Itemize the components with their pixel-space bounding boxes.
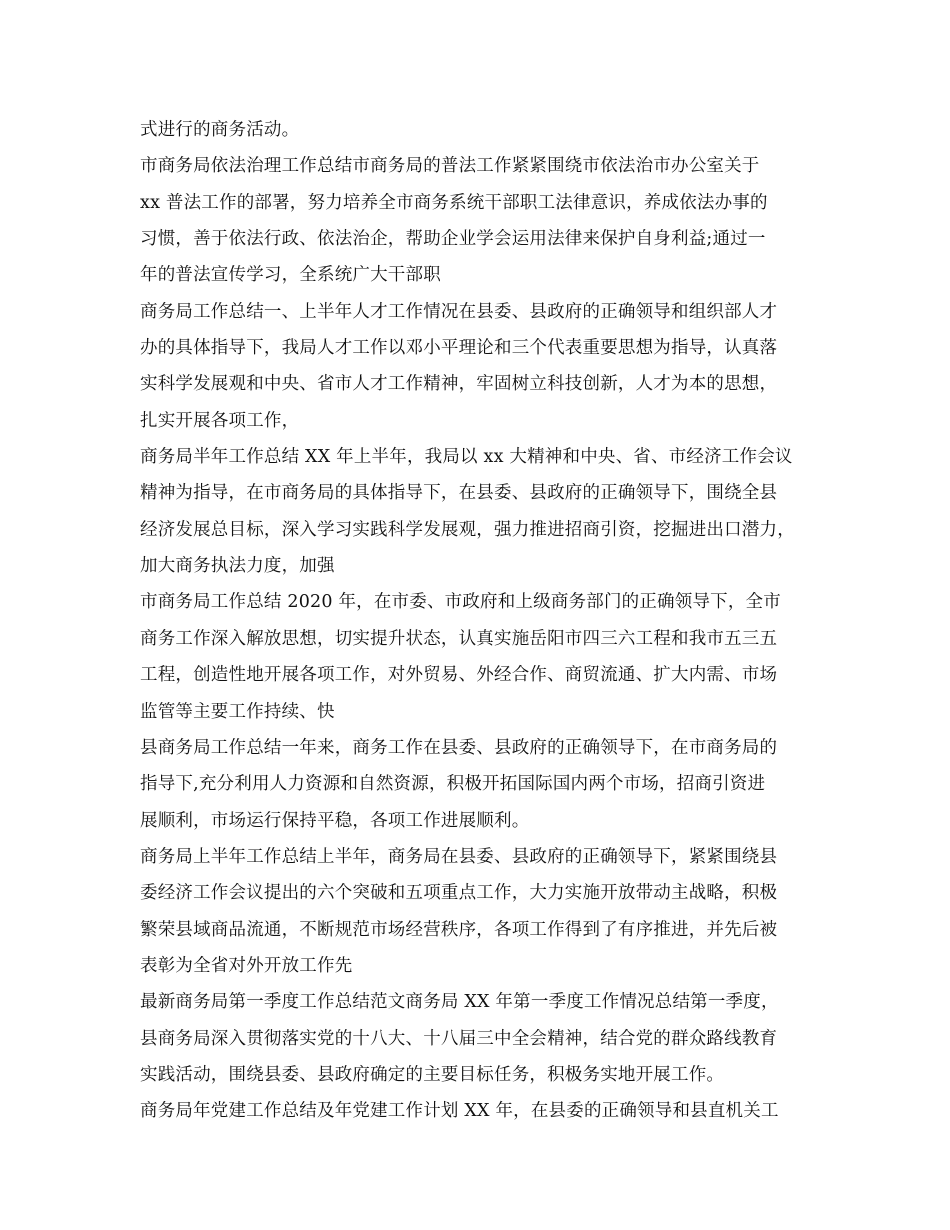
text-line: 习惯，善于依法行政、依法治企，帮助企业学会运用法律来保护自身利益;通过一: [140, 229, 766, 250]
text-line: 县商务局深入贯彻落实党的十八大、十八届三中全会精神，结合党的群众路线教育: [140, 1028, 778, 1049]
text-line: 精神为指导，在市商务局的具体指导下，在县委、县政府的正确领导下，围绕全县: [140, 483, 778, 504]
text-line: 工程，创造性地开展各项工作，对外贸易、外经合作、商贸流通、扩大内需、市场: [140, 665, 778, 686]
text-line: 实践活动，围绕县委、县政府确定的主要目标任务，积极务实地开展工作。: [140, 1064, 725, 1085]
text-line: 市商务局工作总结 2020 年，在市委、市政府和上级商务部门的正确领导下，全市: [140, 592, 781, 613]
text-line: 市商务局依法治理工作总结市商务局的普法工作紧紧围绕市依法治市办公室关于: [140, 156, 760, 177]
text-line: 指导下,充分利用人力资源和自然资源，积极开拓国际国内两个市场，招商引资进: [140, 774, 766, 795]
text-line: 最新商务局第一季度工作总结范文商务局 XX 年第一季度工作情况总结第一季度，: [140, 992, 779, 1013]
text-line: 商务局半年工作总结 XX 年上半年，我局以 xx 大精神和中央、省、市经济工作会议: [140, 447, 793, 468]
text-line: 委经济工作会议提出的六个突破和五项重点工作，大力实施开放带动主战略，积极: [140, 883, 778, 904]
text-line: 商务局工作总结一、上半年人才工作情况在县委、县政府的正确领导和组织部人才: [140, 301, 778, 322]
text-line: 展顺利，市场运行保持平稳，各项工作进展顺利。: [140, 810, 530, 831]
text-line: 年的普法宣传学习，全系统广大干部职: [140, 265, 441, 286]
text-line: 县商务局工作总结一年来，商务工作在县委、县政府的正确领导下，在市商务局的: [140, 737, 778, 758]
text-line: xx 普法工作的部署，努力培养全市商务系统干部职工法律意识，养成依法办事的: [140, 192, 768, 213]
text-line: 式进行的商务活动。: [140, 120, 300, 140]
text-line: 商务局上半年工作总结上半年，商务局在县委、县政府的正确领导下，紧紧围绕县: [140, 846, 778, 867]
text-line: 表彰为全省对外开放工作先: [140, 955, 353, 976]
text-line: 商务工作深入解放思想，切实提升状态，认真实施岳阳市四三六工程和我市五三五: [140, 628, 778, 649]
document-body: [140, 112, 820, 1130]
text-line: 繁荣县域商品流通，不断规范市场经营秩序，各项工作得到了有序推进，并先后被: [140, 919, 778, 940]
text-line: 加大商务执法力度，加强: [140, 556, 335, 577]
text-line: 监管等主要工作持续、快: [140, 701, 335, 722]
text-line: 办的具体指导下，我局人才工作以邓小平理论和三个代表重要思想为指导，认真落: [140, 338, 778, 359]
text-line: 经济发展总目标，深入学习实践科学发展观，强力推进招商引资，挖掘进出口潜力，: [140, 519, 795, 540]
text-line: 扎实开展各项工作，: [140, 410, 300, 431]
text-line: 商务局年党建工作总结及年党建工作计划 XX 年，在县委的正确领导和县直机关工: [140, 1101, 779, 1122]
text-line: 实科学发展观和中央、省市人才工作精神，牢固树立科技创新，人才为本的思想，: [140, 374, 778, 395]
